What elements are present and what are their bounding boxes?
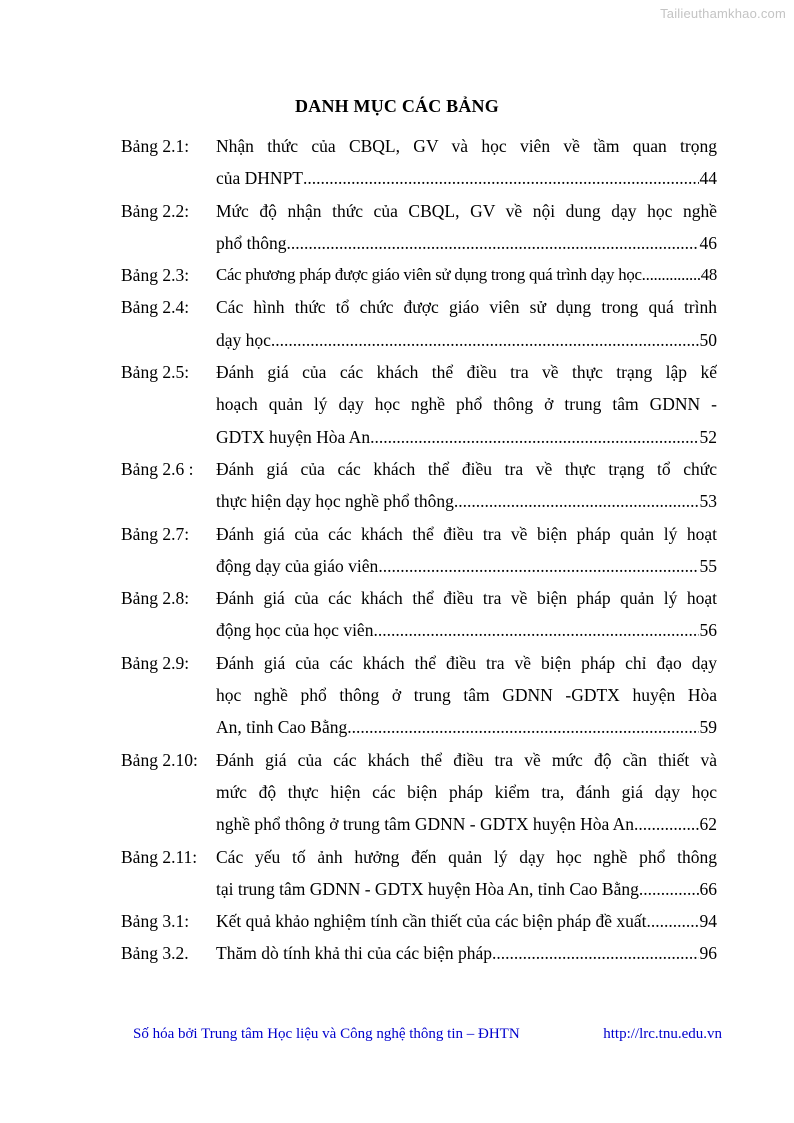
dot-leader [639,873,699,905]
entry-text-line: Kết quả khảo nghiệm tính cần thiết của các biện pháp đề xuất [216,911,647,932]
entry-text-line: Đánh giá của các khách thể điều tra về biện pháp quản lý hoạt [216,588,717,609]
entry-label: Bảng 2.6 : [121,458,194,479]
entry-text-line: hoạch quản lý dạy học nghề phổ thông ở trung tâm GDNN - [216,394,717,415]
dot-leader [647,905,699,937]
dot-leader [634,808,698,840]
toc-entry-2-7[interactable] [121,518,717,583]
entry-text-line: Nhận thức của CBQL, GV và học viên về tầm quan trọng [216,136,717,156]
toc-entry-2-10[interactable] [121,744,717,841]
entry-label: Bảng 2.1: [121,136,190,156]
page-number: 50 [699,329,717,350]
entry-text-line: động học của học viên [216,620,374,641]
page-title: DANH MỤC CÁC BẢNG [295,96,499,116]
page-number: 96 [699,943,717,964]
entry-text-line: Đánh giá của các khách thể điều tra về thực trạng tổ chức [216,458,717,479]
entry-text-line: Đánh giá của các khách thể điều tra về mức độ cần thiết và [216,749,717,770]
entry-label: Bảng 2.11: [121,846,198,867]
entry-text-line: dạy học [216,329,271,350]
dot-leader [303,162,699,194]
toc-entry-2-4[interactable] [121,291,717,356]
entry-text-line: động dạy của giáo viên [216,555,379,576]
entry-text-line: tại trung tâm GDNN - GDTX huyện Hòa An, tỉnh Cao Bằng [216,878,639,899]
entry-text-line: An, tỉnh Cao Bằng [216,717,348,738]
entry-text-line: học nghề phổ thông ở trung tâm GDNN -GDTX huyện Hòa [216,685,717,706]
entry-text-line: Các phương pháp được giáo viên sử dụng trong quá trình dạy học [216,265,642,285]
page-number: 62 [699,814,717,835]
entry-text-line: phổ thông [216,232,287,253]
entry-text-line: của DHNPT [216,168,303,189]
toc-entry-2-6[interactable] [121,453,717,518]
entry-label: Bảng 3.2. [121,943,189,964]
entry-label: Bảng 2.9: [121,652,190,673]
entry-text-line: Mức độ nhận thức của CBQL, GV về nội dung dạy học nghề [216,200,717,221]
entry-text-line: Các hình thức tổ chức được giáo viên sử dụng trong quá trình [216,297,717,318]
toc-entry-3-2[interactable] [121,937,717,969]
toc-entry-2-9[interactable] [121,647,717,744]
page-number: 55 [699,555,717,576]
dot-leader [347,711,698,743]
entry-text-line: thực hiện dạy học nghề phổ thông [216,491,454,512]
dot-leader [378,550,698,582]
table-list [121,130,717,970]
footer-credit: Số hóa bởi Trung tâm Học liệu và Công nghệ thông tin – ĐHTN [133,1026,520,1042]
toc-entry-2-8[interactable] [121,582,717,647]
page-number: 53 [699,491,717,512]
entry-text-line: GDTX huyện Hòa An [216,426,371,447]
entry-text-line: mức độ thực hiện các biện pháp kiểm tra, đánh giá dạy học [216,781,717,802]
entry-label: Bảng 2.3: [121,265,190,286]
dot-leader [373,614,698,646]
dot-leader [492,937,698,969]
entry-label: Bảng 2.10: [121,749,198,770]
entry-label: Bảng 2.4: [121,297,190,318]
entry-text-line: Đánh giá của các khách thể điều tra về thực trạng lập kế [216,362,717,383]
page-number: 48 [700,265,717,285]
toc-entry-2-1[interactable] [121,130,717,195]
entry-text-line: Đánh giá của các khách thể điều tra về biện pháp chỉ đạo dạy [216,652,717,673]
footer-url-link[interactable]: http://lrc.tnu.edu.vn [603,1026,722,1042]
entry-text-line: nghề phổ thông ở trung tâm GDNN - GDTX huyện Hòa An [216,814,635,835]
page-number: 56 [699,620,717,641]
page-number: 94 [699,911,717,932]
dot-leader [287,227,699,259]
toc-entry-3-1[interactable] [121,905,717,937]
entry-text-line: Đánh giá của các khách thể điều tra về biện pháp quản lý hoạt [216,523,717,544]
toc-entry-2-11[interactable] [121,841,717,906]
entry-text-line: Các yếu tố ảnh hưởng đến quản lý dạy học nghề phổ thông [216,846,717,867]
page-number: 66 [699,878,717,899]
dot-leader [370,421,698,453]
watermark: Tailieuthamkhao.com [660,6,786,21]
entry-label: Bảng 2.7: [121,523,190,544]
toc-entry-2-3[interactable] [121,259,717,291]
dot-leader [454,485,699,517]
entry-label: Bảng 2.8: [121,588,190,609]
dot-leader [642,259,700,291]
toc-entry-2-5[interactable] [121,356,717,453]
entry-label: Bảng 2.2: [121,200,190,221]
page-number: 52 [699,426,717,447]
entry-text-line: Thăm dò tính khả thi của các biện pháp [216,943,493,964]
page-number: 59 [699,717,717,738]
toc-entry-2-2[interactable] [121,195,717,260]
page-number: 46 [699,232,717,253]
dot-leader [271,324,699,356]
entry-label: Bảng 3.1: [121,911,190,932]
entry-label: Bảng 2.5: [121,362,190,383]
page-number: 44 [699,168,717,189]
